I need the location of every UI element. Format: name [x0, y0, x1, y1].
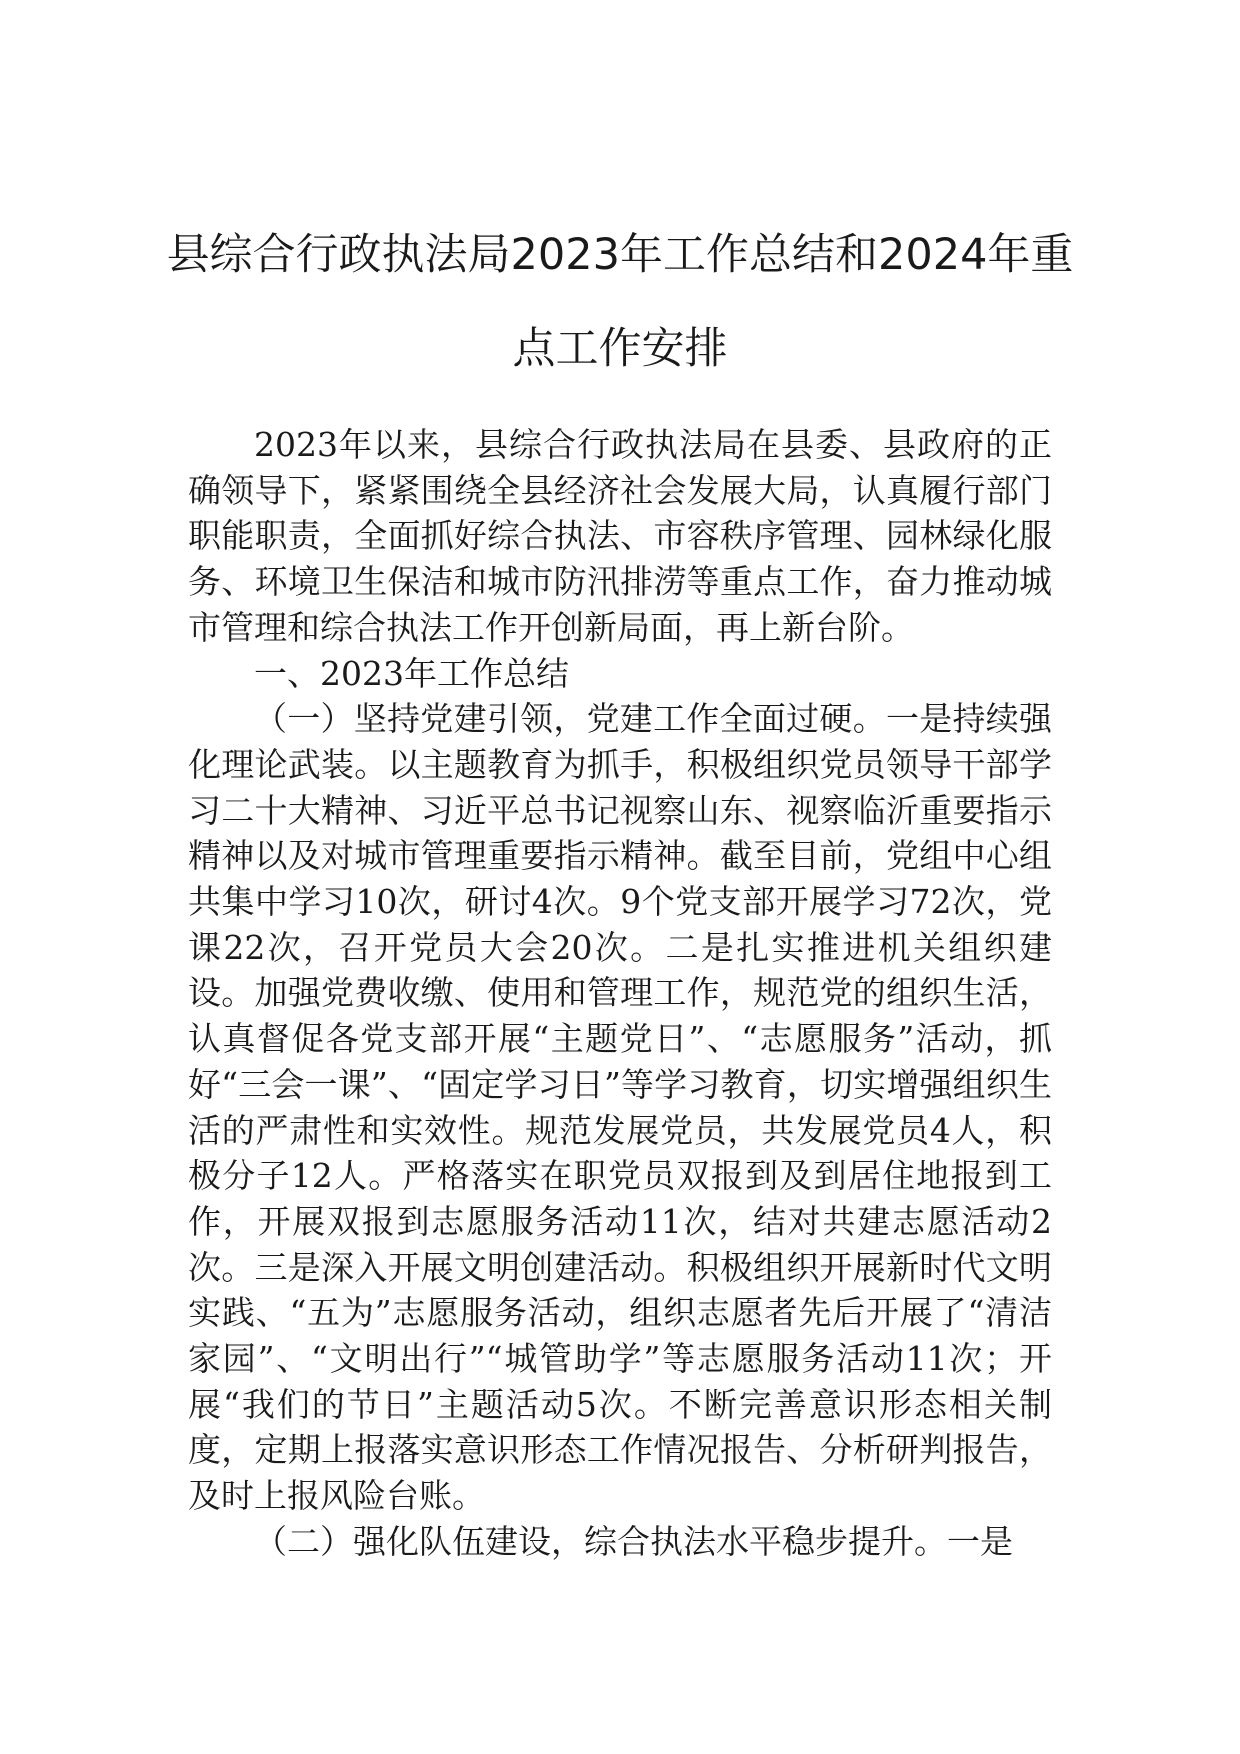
document-title: 县综合行政执法局2023年工作总结和2024年重点工作安排	[166, 230, 1074, 374]
document-body	[188, 422, 1052, 1565]
body-paragraph: （一）坚持党建引领，党建工作全面过硬。一是持续强化理论武装。以主题教育为抓手，积极组织党员领导干部学习二十大精神、习近平总书记视察山东、视察临沂重要指示精神以及对城市管理重要指示精神。截至目前，党组中心组共集中学习10次，研讨4次。9个党支部开展学习72次，党课22次，召开党员大会20次。二是扎实推进机关组织建设。加强党费收缴、使用和管理工作，规范党的组织生活，认真督促各党支部开展“主题党日”、“志愿服务”活动，抓好“三会一课”、“固定学习日”等学习教育，切实增强组织生活的严肃性和实效性。规范发展党员，共发展党员4人，积极分子12人。严格落实在职党员双报到及到居住地报到工作，开展双报到志愿服务活动11次，结对共建志愿活动2次。三是深入开展文明创建活动。积极组织开展新时代文明实践、“五为”志愿服务活动，组织志愿者先后开展了“清洁家园”、“文明出行”“城管助学”等志愿服务活动11次；开展“我们的节日”主题活动5次。不断完善意识形态相关制度，定期上报落实意识形态工作情况报告、分析研判报告，及时上报风险台账。	[188, 699, 1052, 1516]
body-paragraph: （二）强化队伍建设，综合执法水平稳步提升。一是	[254, 1521, 1013, 1561]
intro-paragraph: 2023年以来，县综合行政执法局在县委、县政府的正确领导下，紧紧围绕全县经济社会发展大局，认真履行部门职能职责，全面抓好综合执法、市容秩序管理、园林绿化服务、环境卫生保洁和城市防汛排涝等重点工作，奋力推动城市管理和综合执法工作开创新局面，再上新台阶。	[188, 425, 1052, 647]
section-heading: 一、2023年工作总结	[254, 653, 569, 693]
